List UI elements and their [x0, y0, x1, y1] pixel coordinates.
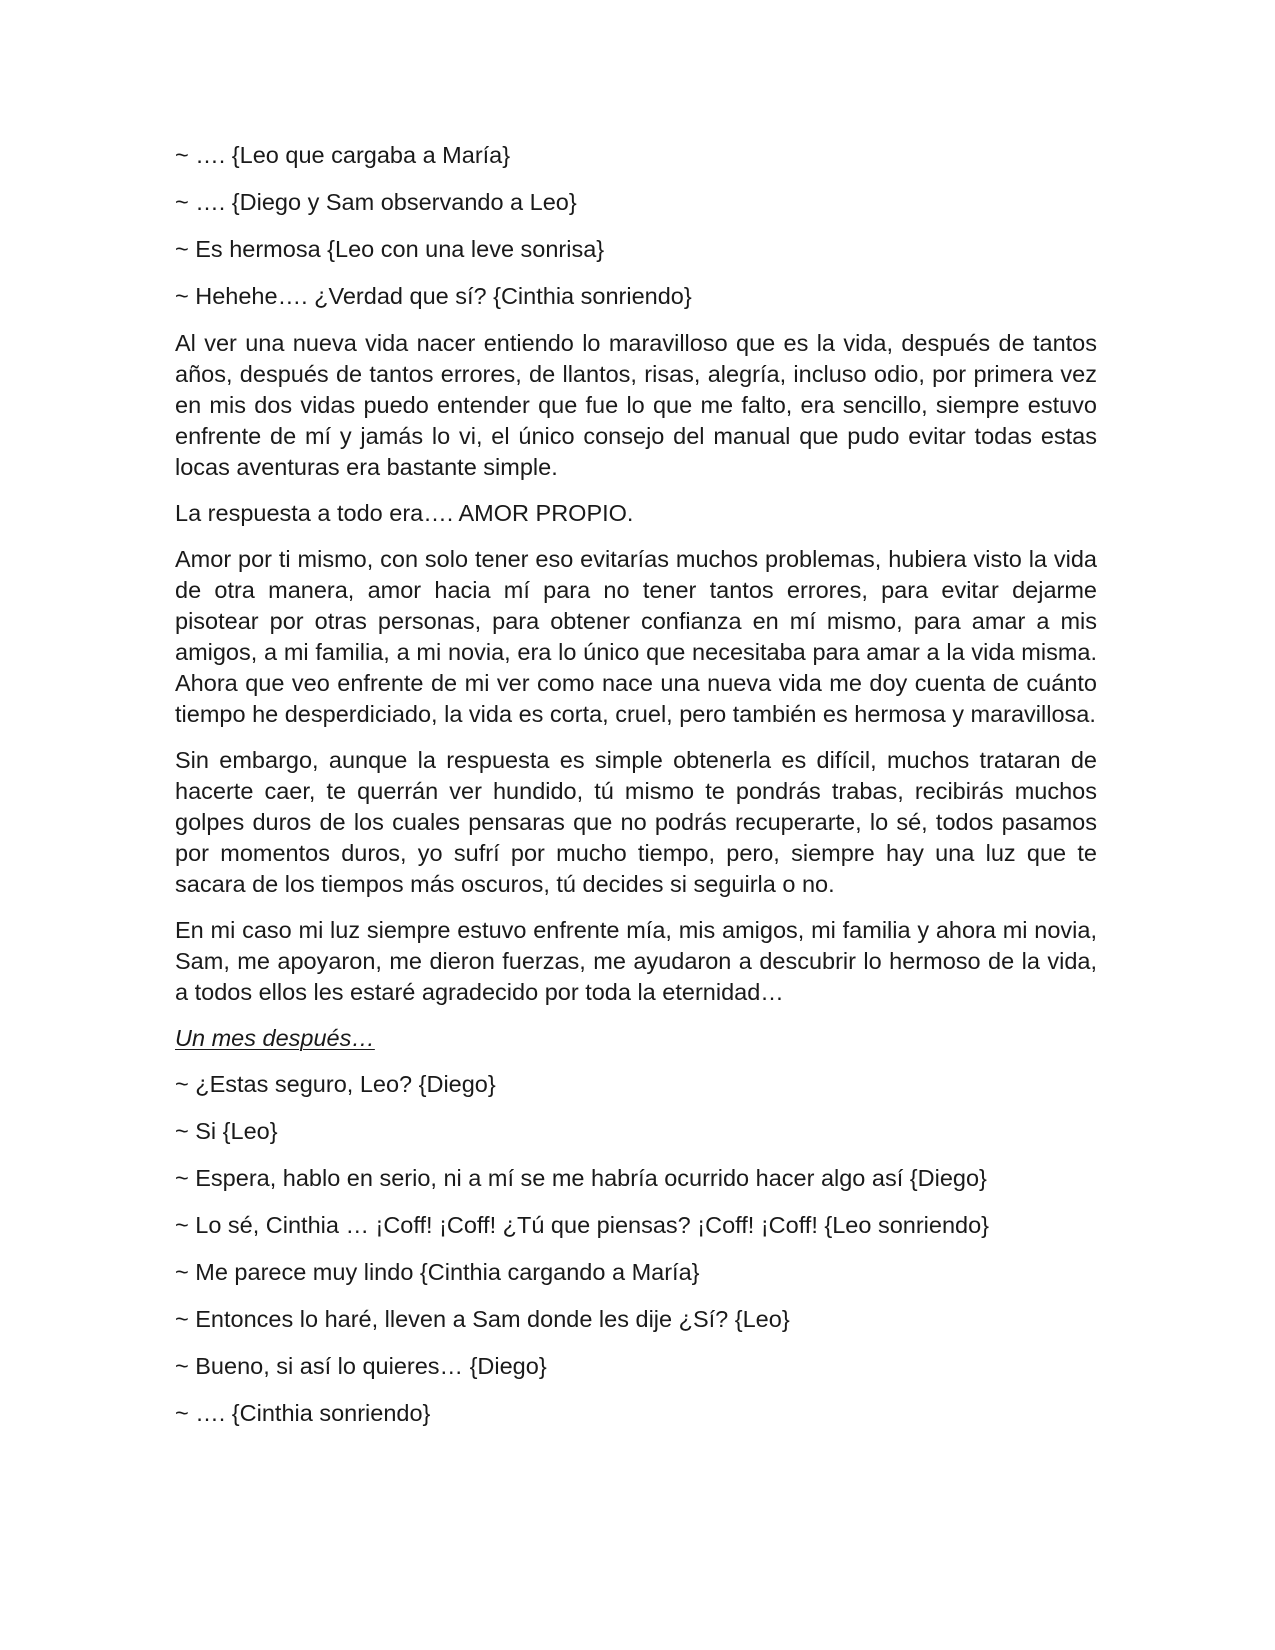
- page-body: [175, 140, 1097, 1445]
- dialogue-line: ~ Lo sé, Cinthia … ¡Coff! ¡Coff! ¿Tú que piensas? ¡Coff! ¡Coff! {Leo sonriendo}: [175, 1212, 990, 1238]
- section-title: Un mes después…: [175, 1025, 375, 1051]
- dialogue-line: ~ Me parece muy lindo {Cinthia cargando a María}: [175, 1259, 700, 1285]
- narrative-paragraph: En mi caso mi luz siempre estuvo enfrente mía, mis amigos, mi familia y ahora mi novia, Sam, me apoyaron, me dieron fuerzas, me ayudaron a descubrir lo hermoso de la vida, a todos ellos les estaré agradecido por toda la eternidad…: [175, 917, 1097, 1005]
- narrative-paragraph: Sin embargo, aunque la respuesta es simple obtenerla es difícil, muchos trataran de hacerte caer, te querrán ver hundido, tú mismo te pondrás trabas, recibirás muchos golpes duros de los cuales pensaras que no podrás recuperarte, lo sé, todos pasamos por momentos duros, yo sufrí por mucho tiempo, pero, siempre hay una luz que te sacara de los tiempos más oscuros, tú decides si seguirla o no.: [175, 747, 1097, 897]
- dialogue-line: ~ Entonces lo haré, lleven a Sam donde les dije ¿Sí? {Leo}: [175, 1306, 790, 1332]
- narrative-paragraph: Amor por ti mismo, con solo tener eso evitarías muchos problemas, hubiera visto la vida de otra manera, amor hacia mí para no tener tantos errores, para evitar dejarme pisotear por otras personas, para obtener confianza en mí mismo, para amar a mis amigos, a mi familia, a mi novia, era lo único que necesitaba para amar a la vida misma. Ahora que veo enfrente de mi ver como nace una nueva vida me doy cuenta de cuánto tiempo he desperdiciado, la vida es corta, cruel, pero también es hermosa y maravillosa.: [175, 546, 1097, 727]
- narrative-paragraph: La respuesta a todo era…. AMOR PROPIO.: [175, 500, 634, 526]
- dialogue-line: ~ Si {Leo}: [175, 1118, 278, 1144]
- dialogue-line: ~ Espera, hablo en serio, ni a mí se me habría ocurrido hacer algo así {Diego}: [175, 1165, 987, 1191]
- narrative-paragraph: Al ver una nueva vida nacer entiendo lo maravilloso que es la vida, después de tantos años, después de tantos errores, de llantos, risas, alegría, incluso odio, por primera vez en mis dos vidas puedo entender que fue lo que me falto, era sencillo, siempre estuvo enfrente de mí y jamás lo vi, el único consejo del manual que pudo evitar todas estas locas aventuras era bastante simple.: [175, 330, 1097, 480]
- dialogue-line: ~ Es hermosa {Leo con una leve sonrisa}: [175, 236, 605, 262]
- dialogue-line: ~ …. {Leo que cargaba a María}: [175, 142, 511, 168]
- dialogue-line: ~ …. {Diego y Sam observando a Leo}: [175, 189, 577, 215]
- dialogue-line: ~ …. {Cinthia sonriendo}: [175, 1400, 431, 1426]
- dialogue-line: ~ Bueno, si así lo quieres… {Diego}: [175, 1353, 547, 1379]
- dialogue-line: ~ ¿Estas seguro, Leo? {Diego}: [175, 1071, 496, 1097]
- dialogue-line: ~ Hehehe…. ¿Verdad que sí? {Cinthia sonriendo}: [175, 283, 692, 309]
